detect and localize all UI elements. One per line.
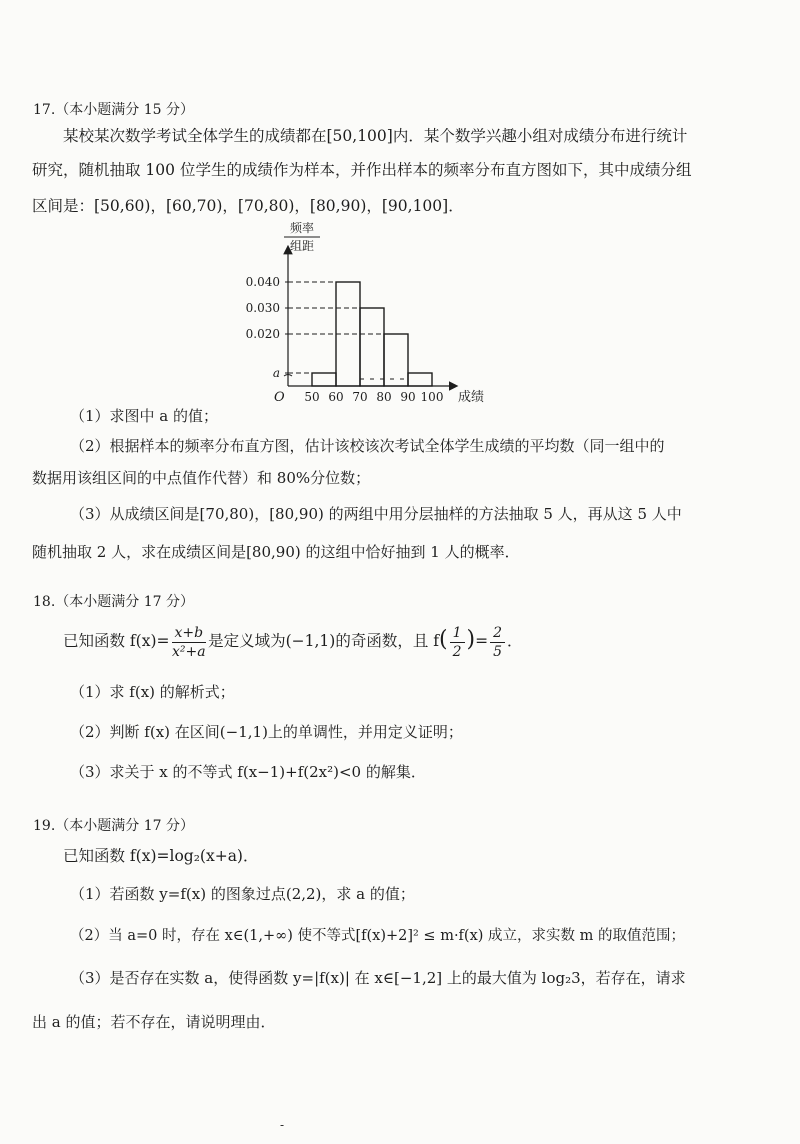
- frequency-histogram: [230, 222, 500, 410]
- y-axis-label-top: 频率: [289, 222, 315, 235]
- q18-stem-end: ．: [507, 632, 523, 650]
- q18-part1: （1）求 f(x) 的解析式；: [70, 683, 235, 701]
- q17-part1: （1）求图中 a 的值；: [70, 407, 219, 425]
- ytick-label-0: 0.040: [245, 275, 280, 289]
- ytick-label-2: 0.020: [245, 327, 280, 341]
- q18-part2: （2）判断 f(x) 在区间(−1,1)上的单调性，并用定义证明；: [70, 723, 463, 741]
- x-axis-label: 成绩: [458, 390, 485, 405]
- q19-stem: 已知函数 f(x)=log₂(x+a)．: [63, 847, 259, 865]
- q18-equals: =: [475, 632, 489, 650]
- q19-header: 19.（本小题满分 17 分）: [33, 818, 194, 834]
- q17-stem-line2: 研究，随机抽取 100 位学生的成绩作为样本，并作出样本的频率分布直方图如下，其中成绩分组: [32, 161, 692, 179]
- q18-argument-fraction: [450, 624, 465, 661]
- y-axis-label-bottom: 组距: [289, 239, 315, 253]
- q17-part2-line2: 数据用该组区间的中点值作代替）和 80%分位数；: [32, 469, 371, 487]
- q17-part2-line1: （2）根据样本的频率分布直方图，估计该校该次考试全体学生成绩的平均数（同一组中的: [70, 437, 665, 455]
- q18-paren-open: (: [439, 627, 448, 652]
- q19-part2: （2）当 a=0 时，存在 x∈(1,+∞) 使不等式[f(x)+2]² ≤ m·f(x) 成立，求实数 m 的取值范围；: [70, 928, 685, 944]
- q18-stem: [63, 620, 523, 661]
- xtick-label-2: 70: [352, 390, 368, 404]
- xtick-label-1: 60: [328, 390, 344, 404]
- q18-val-numerator: 2: [490, 624, 505, 643]
- bar-3: [384, 334, 408, 386]
- origin-label: O: [274, 390, 285, 405]
- q17-part3-line2: 随机抽取 2 人，求在成绩区间是[80,90) 的这组中恰好抽到 1 人的概率．: [32, 543, 520, 561]
- q17-stem-line1: 某校某次数学考试全体学生的成绩都在[50,100]内．某个数学兴趣小组对成绩分布进行统计: [63, 127, 688, 145]
- q18-numerator: x+b: [172, 624, 207, 643]
- footer-mark: -: [280, 1118, 285, 1132]
- q18-arg-denominator: 2: [452, 643, 462, 660]
- q19-part1: （1）若函数 y=f(x) 的图象过点(2,2)，求 a 的值；: [70, 885, 415, 903]
- ytick-label-1: 0.030: [245, 301, 280, 315]
- q18-part3: （3）求关于 x 的不等式 f(x−1)+f(2x²)<0 的解集．: [70, 763, 426, 781]
- q17-stem-line3: 区间是：[50,60)，[60,70)，[70,80)，[80,90)，[90,100]．: [32, 197, 464, 215]
- q17-header: 17.（本小题满分 15 分）: [33, 102, 194, 118]
- bar-2: [360, 308, 384, 386]
- q18-denominator: x²+a: [172, 643, 206, 660]
- bar-0: [312, 373, 336, 386]
- q18-stem-pre: 已知函数 f(x)=: [63, 632, 170, 650]
- q19-part3-line2: 出 a 的值；若不存在，请说明理由．: [32, 1013, 276, 1031]
- ytick-label-3: a: [272, 366, 280, 380]
- xtick-label-0: 50: [304, 390, 320, 404]
- q17-part3-line1: （3）从成绩区间是[70,80)，[80,90) 的两组中用分层抽样的方法抽取 5 人，再从这 5 人中: [70, 505, 682, 523]
- xtick-label-5: 100: [420, 390, 444, 404]
- q18-header: 18.（本小题满分 17 分）: [33, 594, 194, 610]
- xtick-label-3: 80: [376, 390, 392, 404]
- q18-stem-mid: 是定义域为(−1,1)的奇函数，且 f: [208, 632, 439, 650]
- q18-value-fraction: [490, 624, 505, 661]
- bar-4: [408, 373, 432, 386]
- histogram-svg: [230, 222, 500, 410]
- xtick-label-4: 90: [400, 390, 416, 404]
- q18-paren-close: ): [466, 627, 476, 652]
- q19-part3-line1: （3）是否存在实数 a，使得函数 y=|f(x)| 在 x∈[−1,2] 上的最大值为 log₂3，若存在，请求: [70, 969, 686, 987]
- q18-arg-numerator: 1: [450, 624, 465, 643]
- q18-function-fraction: [172, 624, 207, 661]
- q18-val-denominator: 5: [493, 643, 503, 660]
